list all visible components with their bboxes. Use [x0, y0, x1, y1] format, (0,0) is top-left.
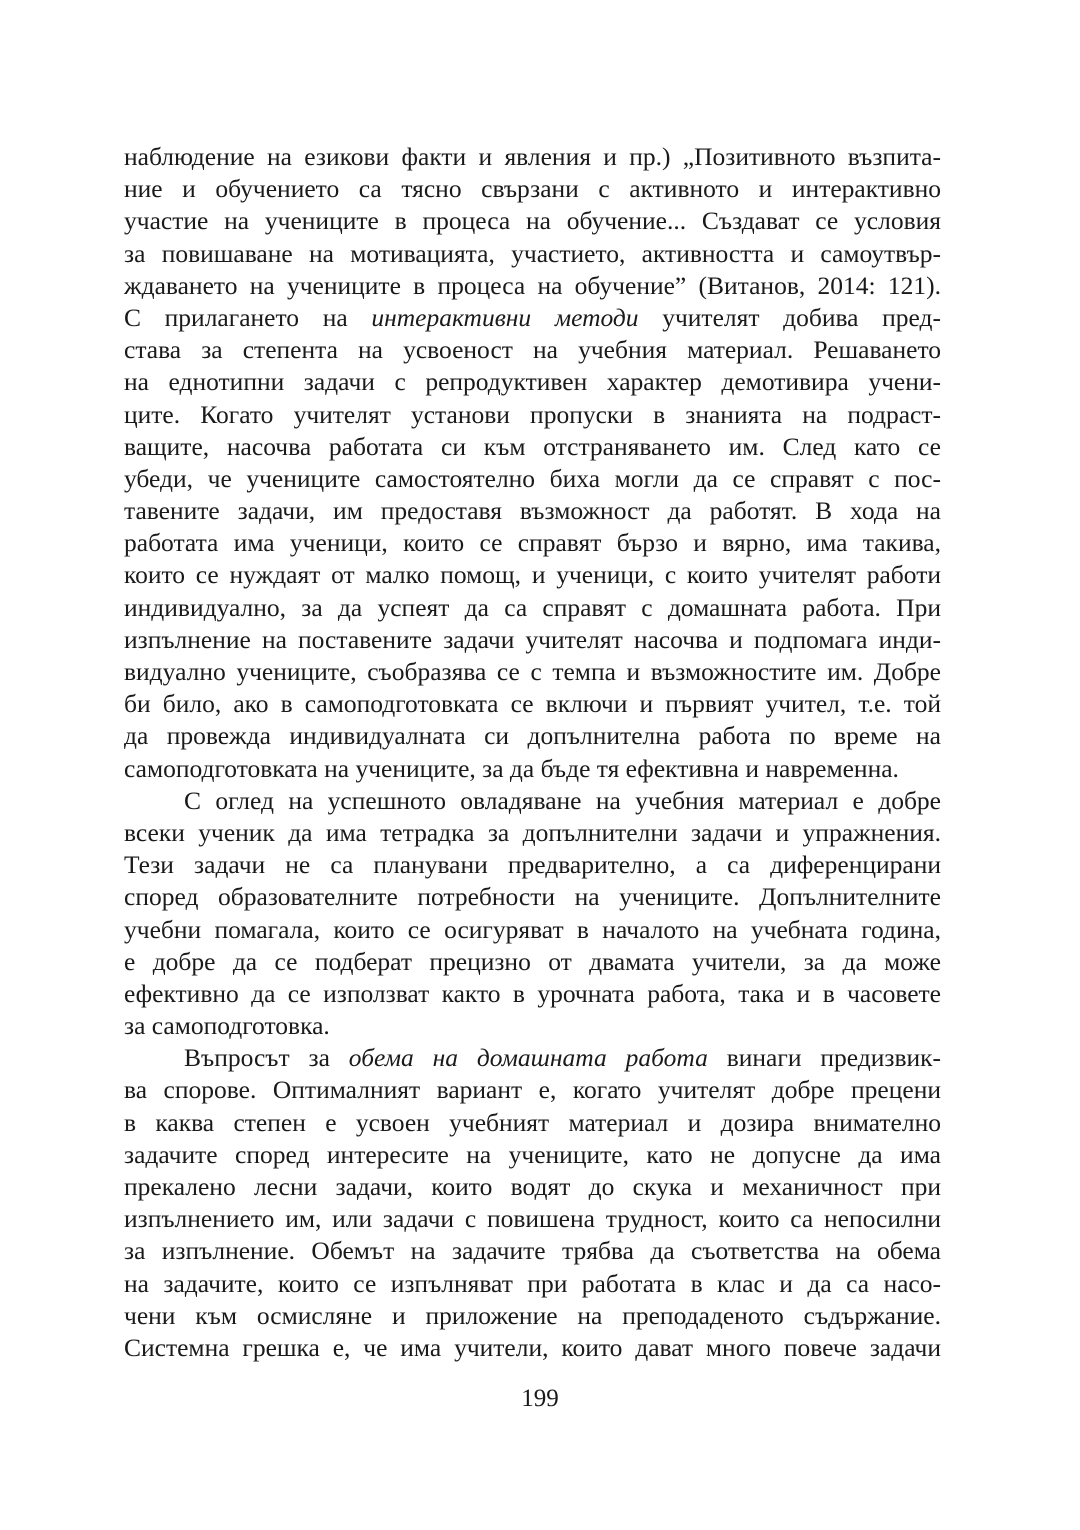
text-segment: изпълнение на поставените задачи учителят насочва и подпомага инди-: [124, 624, 941, 654]
text-line: [124, 1107, 941, 1139]
text-line: [124, 624, 941, 656]
text-line: [124, 205, 941, 237]
text-segment: ние и обучението са тясно свързани с активното и интерактивно: [124, 174, 941, 204]
text-segment: на задачите, които се изпълняват при работата в клас и да са насо-: [124, 1268, 941, 1298]
text-line: [124, 817, 941, 849]
text-segment: Тези задачи не са планувани предварително, а са диференцирани: [124, 850, 941, 880]
text-line: [124, 688, 941, 720]
page-number: 199: [521, 1385, 559, 1412]
text-line: [124, 881, 941, 913]
text-line: [124, 1332, 941, 1364]
text-segment: изпълнението им, или задачи с повишена трудност, които са непосилни: [124, 1204, 941, 1234]
text-segment: които се нуждаят от малко помощ, и ученици, с които учителят работи: [124, 560, 941, 590]
text-line: [124, 1010, 941, 1042]
text-segment: да провежда индивидуалната си допълнителна работа по време на: [124, 721, 941, 751]
text-segment: убеди, че учениците самостоятелно биха могли да се справят с пос-: [124, 463, 941, 493]
text-line: [124, 592, 941, 624]
text-segment: тавените задачи, им предоставя възможност да работят. В хода на: [124, 496, 941, 526]
text-line: [124, 1203, 941, 1235]
text-line: [124, 463, 941, 495]
text-line: [124, 753, 941, 785]
text-segment: задачите според интересите на учениците, като не допусне да има: [124, 1139, 941, 1169]
text-segment: в каква степен е усвоен учебният материал и дозира внимателно: [124, 1107, 941, 1137]
text-line: [124, 1139, 941, 1171]
text-line: [124, 785, 941, 817]
text-line: [124, 1042, 941, 1074]
text-segment: би било, ако в самоподготовката се включи и първият учител, т.е. той: [124, 689, 941, 719]
text-line: [124, 1268, 941, 1300]
text-line: [124, 527, 941, 559]
text-segment: чени към осмисляне и приложение на преподаденото съдържание.: [124, 1300, 941, 1330]
text-line: [124, 914, 941, 946]
text-segment: е добре да се подберат прецизно от двамата учители, за да може: [124, 946, 941, 976]
text-segment: наблюдение на езикови факти и явления и пр.) „Позитивното възпита-: [124, 142, 941, 171]
text-segment: прекалено лесни задачи, които водят до скука и механичност при: [124, 1172, 941, 1201]
text-segment: за повишаване на мотивацията, участието, активността и самоутвър-: [124, 238, 941, 268]
body-text: [124, 141, 941, 1364]
text-line: [124, 656, 941, 688]
text-segment: Въпросът за: [184, 1043, 349, 1073]
text-segment: винаги предизвик-: [707, 1043, 942, 1073]
text-line: [124, 270, 941, 302]
text-line: [124, 495, 941, 527]
text-segment: индивидуално, за да успеят да са справят с домашната работа. При: [124, 592, 941, 622]
text-segment: ефективно да се използват както в урочната работа, така и в часовете: [124, 978, 941, 1008]
text-segment: според образователните потребности на учениците. Допълнителните: [124, 882, 941, 912]
text-line: [124, 978, 941, 1010]
text-segment: участие на учениците в процеса на обучение... Създават се условия: [124, 206, 941, 236]
text-segment: за изпълнение. Обемът на задачите трябва да съответства на обема: [124, 1236, 941, 1266]
text-segment: видуално учениците, съобразява се с темпа и възможностите им. Добре: [124, 657, 941, 686]
text-segment: ждаването на учениците в процеса на обучение” (Витанов, 2014: 121).: [124, 270, 941, 300]
italic-term: обема на домашната работа: [348, 1043, 708, 1073]
text-line: [124, 173, 941, 205]
text-segment: на еднотипни задачи с репродуктивен характер демотивира учени-: [124, 367, 941, 397]
text-line: [124, 720, 941, 752]
text-segment: учебни помагала, които се осигуряват в началото на учебната година,: [124, 914, 941, 944]
text-segment: учителят добива пред-: [638, 302, 941, 332]
text-line: [124, 1300, 941, 1332]
text-line: [124, 302, 941, 334]
text-line: [124, 431, 941, 463]
text-segment: ващите, насочва работата си към отстраняването им. След като се: [124, 431, 941, 461]
text-line: [124, 1074, 941, 1106]
text-segment: Системна грешка е, че има учители, които дават много повече задачи: [124, 1332, 941, 1362]
text-segment: С прилагането на: [124, 302, 372, 332]
text-segment: работата има ученици, които се справят бързо и вярно, има такива,: [124, 528, 941, 558]
text-line: [124, 399, 941, 431]
text-line: [124, 1171, 941, 1203]
text-segment: за самоподготовка.: [124, 1011, 330, 1041]
text-line: [124, 1235, 941, 1267]
text-line: [124, 334, 941, 366]
text-segment: самоподготовката на учениците, за да бъде тя ефективна и навременна.: [124, 753, 899, 783]
text-segment: ва спорове. Оптималният вариант е, когато учителят добре прецени: [124, 1075, 941, 1105]
text-line: [124, 559, 941, 591]
text-segment: С оглед на успешното овладяване на учебния материал е добре: [184, 785, 941, 815]
italic-term: интерактивни методи: [371, 302, 639, 332]
text-line: [124, 238, 941, 270]
text-segment: става за степента на усвоеност на учебния материал. Решаването: [124, 335, 941, 365]
text-line: [124, 849, 941, 881]
text-line: [124, 366, 941, 398]
text-line: [124, 946, 941, 978]
text-segment: всеки ученик да има тетрадка за допълнителни задачи и упражнения.: [124, 817, 941, 847]
text-segment: ците. Когато учителят установи пропуски в знанията на подраст-: [124, 399, 941, 429]
text-line: [124, 141, 941, 173]
